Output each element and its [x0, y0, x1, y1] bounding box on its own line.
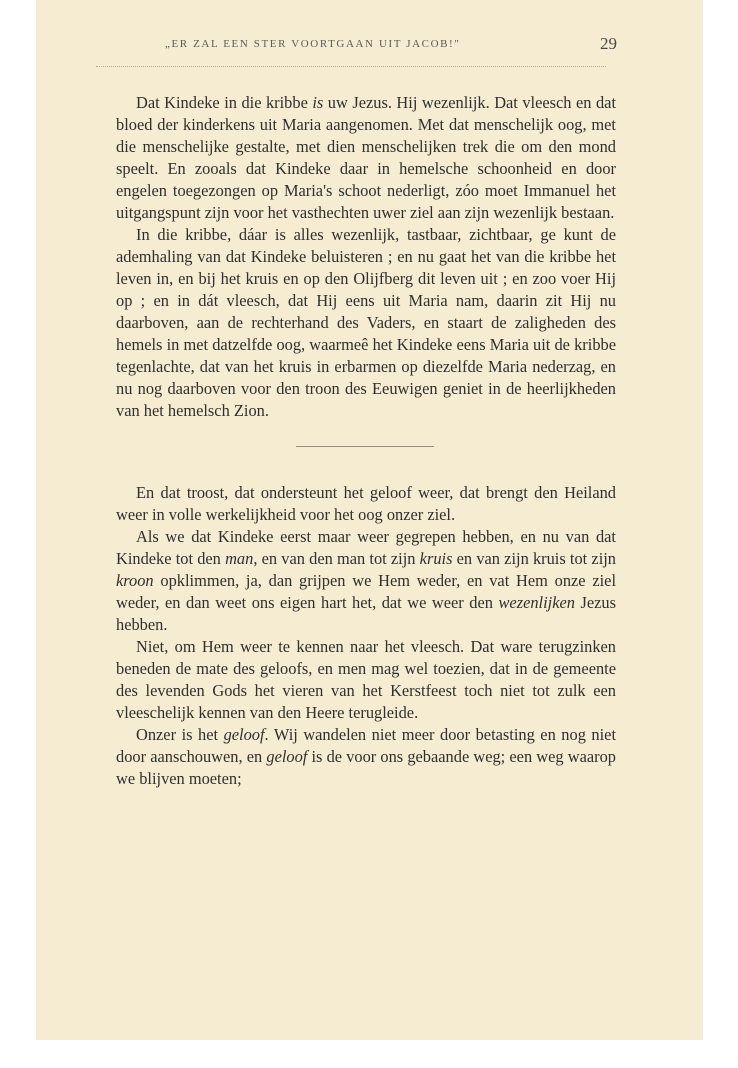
italic-emphasis: is [312, 93, 324, 112]
book-page [36, 0, 703, 1040]
text-run: uw Jezus. Hij wezenlijk. Dat vleesch en dat bloed der kinderkens uit Maria aangenomen. Met dat menschelijk oog, met die menschelijke gestalte, met dien menschelijken trek die om den mond speelt. En zooals dat Kindeke daar in hemelsche schoonheid en door engelen toegezongen op Maria's schoot nederligt, zóo moet Immanuel het uitgangspunt zijn voor het vasthechten uwer ziel aan zijn wezenlijk bestaan. [116, 93, 617, 222]
section-rule [296, 446, 434, 447]
paragraph-1 [116, 92, 616, 224]
italic-emphasis: geloof [266, 747, 308, 766]
italic-emphasis: wezenlijken [498, 593, 575, 612]
section-separator [116, 422, 616, 482]
text-run: Onzer is het [136, 725, 224, 744]
paragraph-3: En dat troost, dat ondersteunt het geloof weer, dat brengt den Heiland weer in volle werkelijkheid voor het oog onzer ziel. [116, 483, 616, 524]
italic-emphasis: kruis [419, 549, 453, 568]
paragraph-4 [116, 526, 616, 636]
text-run: opklimmen, ja, dan grijpen we Hem weder, en vat Hem onze ziel weder, en dan weet ons eigen hart het, dat we weer den [116, 571, 616, 612]
text-run: is de voor ons gebaande weg; een weg waarop we blijven moeten; [116, 747, 616, 788]
paragraph-2: In die kribbe, dáar is alles wezenlijk, tastbaar, zichtbaar, ge kunt de ademhaling van dat Kindeke beluisteren ; en nu gaat het van die kribbe het leven in, en bij het kruis en op den Olijfberg dit leven uit ; en zoo voer Hij op ; en in dát vleesch, dat Hij eens uit Maria nam, daarin zit Hij nu daarboven, aan de rechterhand des Vaders, en staart de zaligheden des hemels in met datzelfde oog, waarmeê het Kindeke eens Maria uit de kribbe tegenlachte, dat van het kruis in erbarmen op diezelfde Maria nederzag, en nu nog daarboven voor den troon des Eeuwigen geniet in de heerlijkheden van het hemelsch Zion. [116, 225, 616, 420]
text-run: en van zijn kruis tot zijn [452, 549, 616, 568]
text-run: . Wij wandelen niet meer door betasting en nog niet door aanschouwen, en [116, 725, 616, 766]
italic-emphasis: kroon [116, 571, 154, 590]
text-run: , en van den man tot zijn [253, 549, 420, 568]
italic-emphasis: geloof [223, 725, 265, 744]
text-run: Dat Kindeke in die kribbe [136, 93, 313, 112]
paragraph-5: Niet, om Hem weer te kennen naar het vleesch. Dat ware terugzinken beneden de mate des geloofs, en men mag wel toezien, dat in de gemeente des levenden Gods het vieren van het Kerstfeest toch niet tot zulk een vleeschelijk kennen van den Heere terugleide. [116, 637, 616, 722]
page-header [36, 34, 703, 58]
header-rule [96, 66, 606, 68]
paragraph-6 [116, 724, 616, 790]
text-run: Jezus hebben. [116, 593, 616, 634]
page-number: 29 [600, 34, 617, 53]
running-head: „ER ZAL EEN STER VOORTGAAN UIT JACOB!" [165, 38, 461, 50]
italic-emphasis: man [225, 549, 254, 568]
text-run: Als we dat Kindeke eerst maar weer gegrepen hebben, en nu van dat Kindeke tot den [116, 527, 616, 568]
body-text [116, 92, 616, 790]
